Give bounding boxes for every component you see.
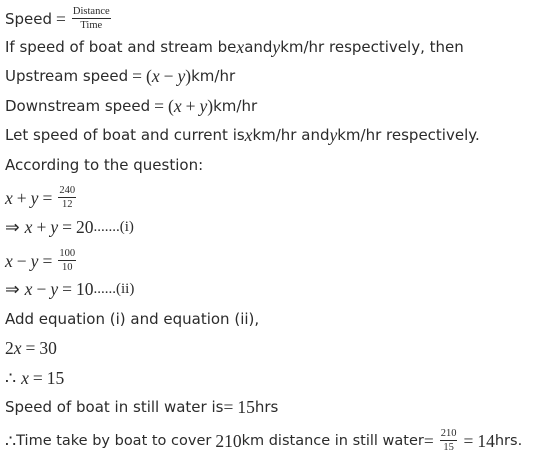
text-segment: According to the question:	[5, 156, 204, 174]
fraction-denominator: 10	[61, 262, 73, 273]
variable-x: x	[244, 125, 253, 145]
variable-y: y	[199, 96, 208, 116]
fraction-numerator: 240	[59, 185, 76, 196]
text-segment: Speed of boat in still water is	[5, 398, 224, 416]
text-segment: If speed of boat and stream be	[5, 38, 237, 56]
upstream-speed-line	[5, 66, 235, 86]
upstream-label: Upstream speed	[5, 67, 129, 85]
variable-x: x	[24, 279, 33, 299]
variable-y: y	[272, 37, 281, 57]
equals-sign: =	[42, 187, 53, 208]
text-segment: and	[244, 38, 273, 56]
variable-x: x	[13, 338, 22, 358]
equals-sign: =	[154, 96, 165, 116]
speed-formula	[5, 6, 113, 31]
text-segment: Time take by boat to cover	[16, 432, 212, 449]
unit-text: hrs.	[494, 432, 523, 449]
downstream-speed-line	[5, 96, 257, 116]
fraction-denominator: Time	[80, 20, 103, 31]
equation-diff-fraction	[5, 248, 78, 273]
downstream-label: Downstream speed	[5, 97, 151, 115]
equals-sign: =	[56, 8, 66, 29]
equals-sign: =	[62, 279, 72, 299]
fraction-denominator: 15	[443, 442, 454, 453]
plus-sign: +	[185, 96, 196, 116]
variable-x: x	[236, 37, 245, 57]
plus-sign: +	[16, 187, 27, 208]
paren: (	[168, 96, 174, 116]
equation-sum-fraction	[5, 185, 78, 210]
variable-y: y	[177, 66, 186, 86]
equals-sign: =	[25, 338, 36, 358]
variable-x: x	[173, 96, 182, 116]
distance-value: 210	[215, 430, 242, 451]
implies-arrow: ⇒	[5, 279, 20, 299]
variable-y: y	[30, 250, 39, 271]
variable-y: y	[30, 187, 39, 208]
paren: )	[207, 96, 214, 116]
equation-value: 14	[477, 430, 495, 451]
according-line	[5, 155, 203, 175]
two-x-line	[5, 338, 57, 358]
equation-ii	[5, 279, 134, 299]
coefficient: 2	[5, 338, 14, 358]
still-water-speed-line	[5, 397, 278, 417]
implies-arrow: ⇒	[5, 217, 20, 237]
speed-label: Speed	[5, 9, 53, 28]
minus-sign: −	[16, 250, 27, 271]
fraction-denominator: 12	[61, 199, 73, 210]
fraction-numerator: 100	[59, 248, 76, 259]
equation-tag: ......(ii)	[93, 281, 135, 297]
text-segment: km/hr respectively, then	[280, 38, 464, 56]
let-speed-line	[5, 125, 480, 145]
text-segment: km distance in still water	[241, 432, 424, 449]
fraction-numerator: 210	[440, 428, 457, 439]
equals-sign: =	[32, 368, 43, 388]
equals-sign: =	[62, 217, 72, 237]
equals-sign: =	[132, 66, 143, 86]
equation-value: 15	[237, 397, 255, 417]
variable-y: y	[50, 279, 59, 299]
variable-x: x	[21, 368, 29, 388]
equation-value: 20	[75, 217, 94, 237]
text-segment: km/hr and	[252, 126, 330, 144]
minus-sign: −	[36, 279, 47, 299]
distance-over-time-fraction	[72, 6, 111, 31]
equation-value: 30	[39, 338, 57, 358]
unit-text: hrs	[254, 398, 279, 416]
variable-x: x	[5, 187, 13, 208]
equation-value: 15	[46, 368, 65, 388]
equation-value: 10	[75, 279, 94, 299]
unit-text: km/hr	[213, 97, 258, 115]
paren: (	[146, 66, 152, 86]
text-segment: km/hr respectively.	[337, 126, 480, 144]
variable-y: y	[329, 125, 338, 145]
equals-sign: =	[423, 430, 434, 451]
therefore-symbol: ∴	[5, 368, 17, 388]
variable-x: x	[5, 250, 13, 271]
assumption-line	[5, 37, 464, 57]
equals-sign: =	[463, 430, 474, 451]
time-fraction	[440, 428, 458, 453]
paren: )	[185, 66, 192, 86]
sum-fraction	[58, 185, 76, 210]
fraction-numerator: Distance	[72, 6, 110, 17]
unit-text: km/hr	[191, 67, 236, 85]
text-segment: Let speed of boat and current is	[5, 126, 245, 144]
time-taken-line	[5, 428, 522, 453]
text-segment: Add equation (i) and equation (ii),	[5, 310, 260, 328]
equals-sign: =	[223, 397, 234, 417]
variable-x: x	[24, 217, 33, 237]
equation-i	[5, 217, 134, 237]
variable-x: x	[151, 66, 160, 86]
therefore-symbol: ∴	[5, 430, 17, 451]
x-value-line	[5, 368, 64, 388]
equals-sign: =	[42, 250, 53, 271]
add-equations-line	[5, 309, 259, 329]
variable-y: y	[50, 217, 59, 237]
plus-sign: +	[36, 217, 47, 237]
diff-fraction	[58, 248, 76, 273]
equation-tag: .......(i)	[93, 219, 134, 235]
minus-sign: −	[163, 66, 174, 86]
